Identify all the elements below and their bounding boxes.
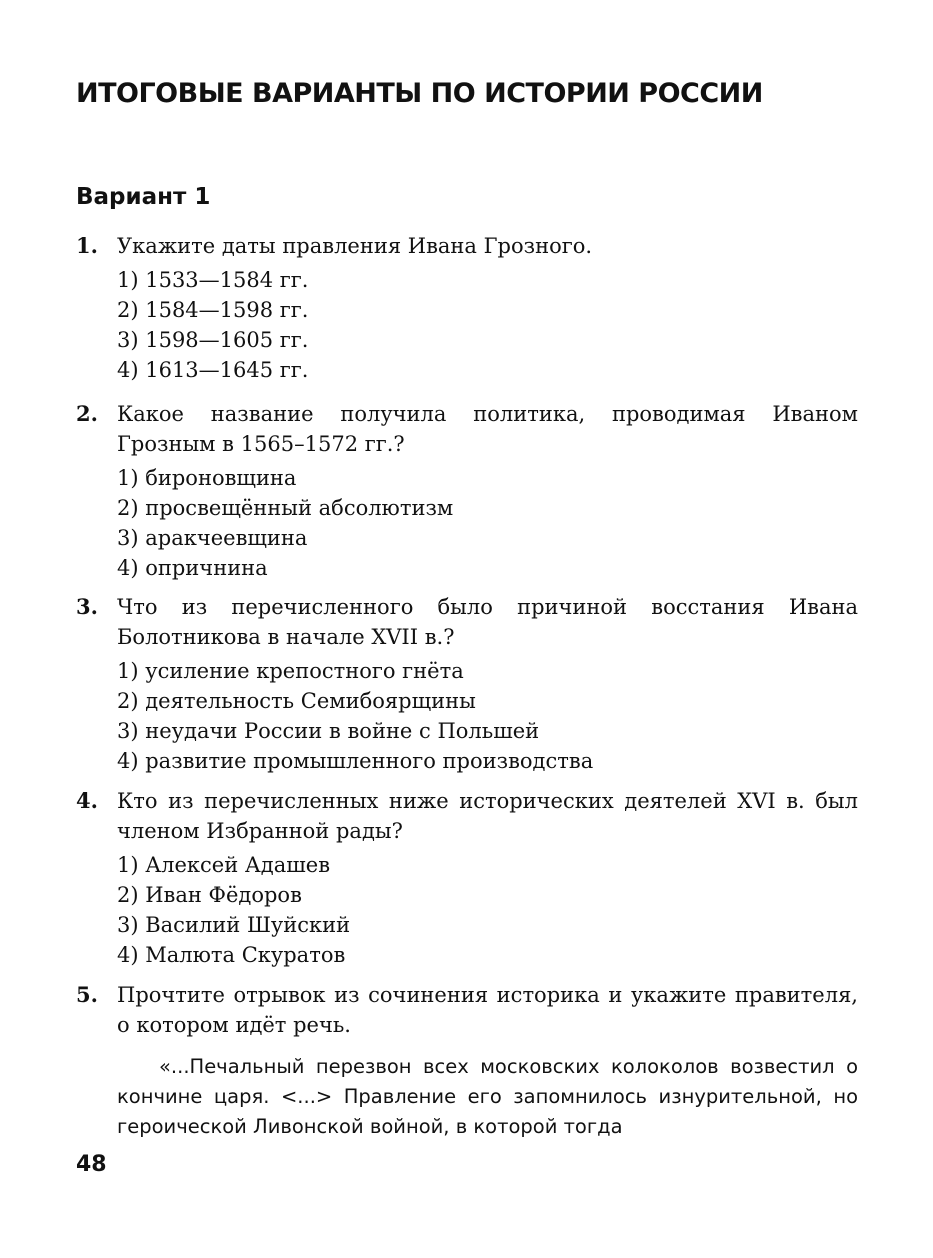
answer-options — [117, 265, 858, 385]
answer-options — [117, 463, 858, 583]
answer-option: 2) деятельность Семибоярщины — [117, 689, 476, 713]
answer-option: 2) просвещённый абсолютизм — [117, 496, 454, 520]
page-number: 48 — [76, 1152, 107, 1177]
question-number: 4. — [76, 788, 98, 813]
variant-heading: Вариант 1 — [76, 184, 211, 210]
answer-option: 3) аракчеевщина — [117, 526, 308, 550]
answer-option: 1) Алексей Адашев — [117, 853, 331, 877]
question-2 — [76, 399, 858, 583]
question-text: Кто из перечисленных ниже исторических деятелей XVI в. был членом Избранной рады? — [117, 789, 858, 843]
answer-options — [117, 656, 858, 776]
question-number: 3. — [76, 594, 98, 619]
answer-option: 1) бироновщина — [117, 466, 297, 490]
question-1 — [76, 231, 858, 385]
answer-option: 3) 1598—1605 гг. — [117, 328, 309, 352]
answer-option: 4) 1613—1645 гг. — [117, 358, 309, 382]
question-5 — [76, 980, 858, 1142]
answer-option: 2) 1584—1598 гг. — [117, 298, 309, 322]
source-quote: «...Печальный перезвон всех московских колоколов возвестил о кончине царя. <...> Правление его запомнилось изнурительной, но героической Ливонской войной, в которой тогда — [117, 1055, 858, 1138]
question-text: Что из перечисленного было причиной восстания Ивана Болотникова в начале XVII в.? — [117, 595, 858, 649]
answer-option: 1) 1533—1584 гг. — [117, 268, 309, 292]
answer-option: 1) усиление крепостного гнёта — [117, 659, 464, 683]
question-text: Укажите даты правления Ивана Грозного. — [117, 234, 593, 258]
question-number: 2. — [76, 401, 98, 426]
answer-option: 4) Малюта Скуратов — [117, 943, 346, 967]
question-text: Какое название получила политика, проводимая Иваном Грозным в 1565–1572 гг.? — [117, 402, 858, 456]
answer-option: 3) неудачи России в войне с Польшей — [117, 719, 540, 743]
question-number: 1. — [76, 233, 98, 258]
answer-option: 2) Иван Фёдоров — [117, 883, 302, 907]
page-title: ИТОГОВЫЕ ВАРИАНТЫ ПО ИСТОРИИ РОССИИ — [76, 78, 763, 109]
question-4 — [76, 786, 858, 970]
answer-option: 3) Василий Шуйский — [117, 913, 351, 937]
question-number: 5. — [76, 982, 98, 1007]
answer-option: 4) развитие промышленного производства — [117, 749, 594, 773]
answer-option: 4) опричнина — [117, 556, 268, 580]
answer-options — [117, 850, 858, 970]
question-text: Прочтите отрывок из сочинения историка и укажите правителя, о котором идёт речь. — [117, 983, 858, 1037]
question-3 — [76, 592, 858, 776]
